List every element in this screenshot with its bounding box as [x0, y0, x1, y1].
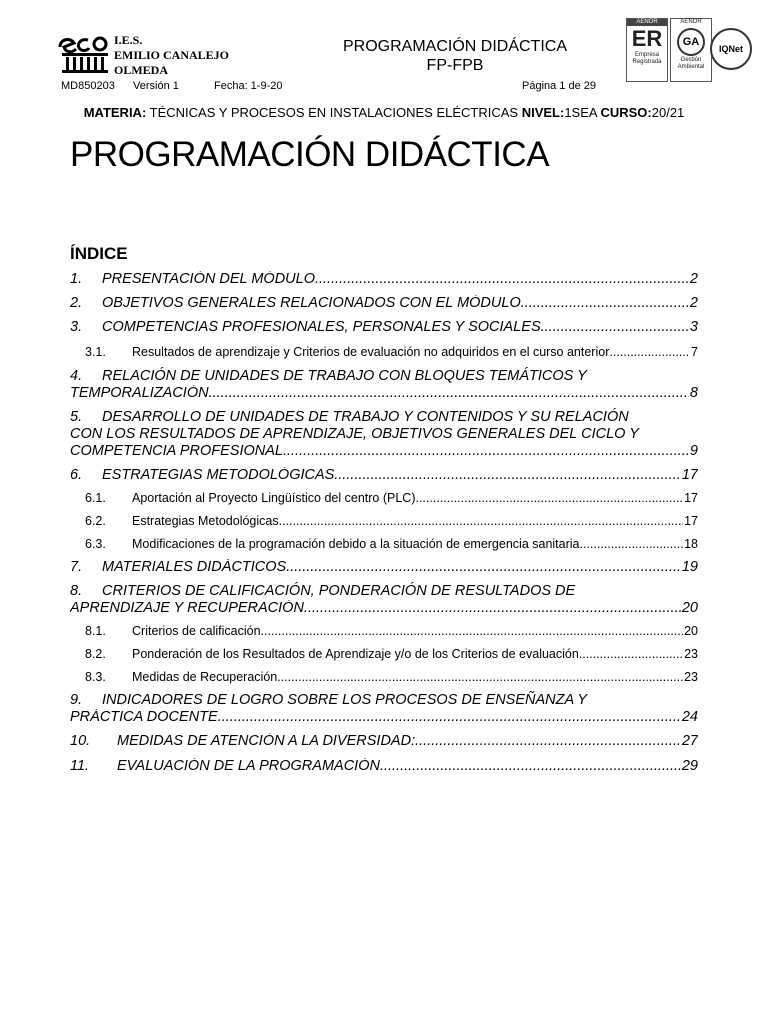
- toc-entry-text: OBJETIVOS GENERALES RELACIONADOS CON EL MÓDULO: [102, 295, 521, 311]
- aenor-er-mark: ER: [631, 26, 663, 51]
- toc-entry-text: Criterios de calificación: [132, 624, 261, 638]
- toc-entry-number: 1.: [70, 271, 83, 287]
- toc-leader-dots: [415, 491, 683, 506]
- toc-entry-page: 17: [681, 467, 698, 483]
- toc-leader-dots: [583, 537, 683, 552]
- header-title-line1: PROGRAMACIÓN DIDÁCTICA: [342, 38, 567, 55]
- toc-entry-page: 20: [681, 600, 698, 616]
- toc-entry-number: 2.: [70, 295, 83, 311]
- toc-entry-text: Modificaciones de la programación debido a la situación de emergencia sanitaria.: [132, 537, 583, 551]
- toc-entry-text: PRÁCTICA DOCENTE.: [70, 709, 222, 725]
- toc-entry-number: 3.: [70, 319, 83, 335]
- toc-entry-text: Medidas de Recuperación: [132, 670, 278, 684]
- toc-entry-page: 17: [684, 514, 698, 528]
- toc-leader-dots: [384, 758, 681, 775]
- toc-entry-text: COMPETENCIAS PROFESIONALES, PERSONALES Y SOCIALES: [102, 319, 541, 335]
- toc-entry-6-3[interactable]: [70, 537, 698, 552]
- toc-entry-page: 23: [684, 647, 698, 661]
- toc-entry-number: 6.: [70, 467, 83, 483]
- curso-label: CURSO:: [600, 105, 652, 120]
- toc-entry-1[interactable]: [70, 271, 698, 288]
- toc-entry-number: 7.: [70, 559, 83, 575]
- toc-leader-dots: [308, 600, 681, 617]
- toc-entry-text: Resultados de aprendizaje y Criterios de evaluación no adquiridos en el curso anterior: [132, 345, 610, 359]
- toc-leader-dots: [277, 670, 683, 685]
- toc-leader-dots: [579, 647, 683, 662]
- toc-leader-dots: [290, 559, 681, 576]
- toc-entry-8[interactable]: [70, 583, 698, 617]
- toc-entry-5[interactable]: [70, 409, 698, 460]
- header-title-line2: FP-FPB: [426, 57, 484, 74]
- toc-entry-10[interactable]: [70, 733, 698, 750]
- subject-line: [50, 105, 718, 120]
- toc-entry-number: 10.: [70, 733, 91, 749]
- toc-entry-number: 8.3.: [85, 670, 106, 684]
- toc-entry-page: 9: [689, 443, 698, 459]
- page-title: PROGRAMACIÓN DIDÁCTICA: [70, 135, 550, 174]
- toc-entry-7[interactable]: [70, 559, 698, 576]
- aenor-ga-line1: Gestión: [680, 57, 702, 63]
- toc-entry-2[interactable]: [70, 295, 698, 312]
- document-code: MD850203: [61, 80, 115, 92]
- aenor-er-top: AENOR: [627, 19, 667, 26]
- toc-leader-dots: [222, 709, 681, 726]
- school-line-2: EMILIO CANALEJO: [114, 48, 230, 62]
- toc-leader-dots: [209, 385, 689, 402]
- toc-entry-text-line1: CRITERIOS DE CALIFICACIÓN, PONDERACIÓN DE RESULTADOS DE: [102, 583, 576, 599]
- toc-entry-page: 18: [684, 537, 698, 551]
- school-logo: [58, 33, 110, 73]
- toc-entry-8-3[interactable]: [70, 670, 698, 685]
- aenor-ga-top: AENOR: [680, 19, 702, 25]
- toc-leader-dots: [279, 514, 683, 529]
- aenor-ga-mark: GA: [677, 28, 705, 56]
- toc-leader-dots: [334, 467, 681, 484]
- toc-entry-page: 23: [684, 670, 698, 684]
- toc-entry-11[interactable]: [70, 758, 698, 775]
- toc-entry-6[interactable]: [70, 467, 698, 484]
- toc-entry-number: 4.: [70, 368, 83, 384]
- toc-entry-text: Estrategias Metodológicas: [132, 514, 279, 528]
- curso-value: 20/21: [651, 105, 685, 120]
- toc-entry-number: 6.2.: [85, 514, 106, 528]
- materia-value: TÉCNICAS Y PROCESOS EN INSTALACIONES ELÉCTRICAS: [146, 105, 522, 120]
- aenor-ga-badge: [670, 18, 712, 82]
- toc-entry-text: COMPETENCIA PROFESIONAL.: [70, 443, 287, 459]
- toc-entry-8-2[interactable]: [70, 647, 698, 662]
- toc-entry-text: Ponderación de los Resultados de Aprendizaje y/o de los Criterios de evaluación: [132, 647, 579, 661]
- aenor-er-badge: [626, 18, 668, 82]
- toc-entry-page: 7: [691, 345, 698, 359]
- aenor-er-line2: Registrada: [632, 59, 662, 65]
- index-heading: ÍNDICE: [70, 244, 128, 263]
- page-counter: Página 1 de 29: [522, 80, 597, 92]
- iqnet-badge: IQNet: [710, 28, 752, 70]
- toc-entry-page: 29: [681, 758, 698, 774]
- toc-entry-text-line1: INDICADORES DE LOGRO SOBRE LOS PROCESOS DE ENSEÑANZA Y: [102, 692, 588, 708]
- toc-leader-dots: [287, 443, 689, 460]
- toc-entry-number: 8.1.: [85, 624, 106, 638]
- toc-entry-text: ESTRATEGIAS METODOLÓGICAS: [102, 467, 335, 483]
- toc-entry-page: 2: [689, 271, 698, 287]
- toc-entry-number: 6.1.: [85, 491, 106, 505]
- toc-entry-text-line1: RELACIÓN DE UNIDADES DE TRABAJO CON BLOQUES TEMÁTICOS Y: [102, 368, 587, 384]
- nivel-label: NIVEL:: [521, 105, 565, 120]
- toc-entry-page: 20: [684, 624, 698, 638]
- document-date: Fecha: 1-9-20: [214, 80, 283, 92]
- school-name: [114, 33, 229, 78]
- toc-leader-dots: [261, 624, 684, 639]
- toc-entry-text-line2: CON LOS RESULTADOS DE APRENDIZAJE, OBJETIVOS GENERALES DEL CICLO Y: [70, 426, 639, 442]
- toc-entry-number: 5.: [70, 409, 83, 425]
- toc-entry-text: APRENDIZAJE Y RECUPERACIÓN.: [70, 600, 308, 616]
- toc-entry-3-1[interactable]: [70, 345, 698, 360]
- toc-leader-dots: [609, 345, 690, 360]
- toc-entry-page: 27: [681, 733, 698, 749]
- document-header-title: [300, 37, 610, 75]
- toc-entry-3[interactable]: [70, 319, 698, 336]
- toc-leader-dots: [521, 295, 689, 312]
- toc-leader-dots: [315, 271, 689, 288]
- toc-entry-number: 8.: [70, 583, 83, 599]
- toc-entry-text: Aportación al Proyecto Lingüístico del centro (PLC): [132, 491, 416, 505]
- aenor-ga-line2: Ambiental: [677, 64, 705, 70]
- school-line-3: OLMEDA: [114, 63, 168, 77]
- toc-entry-text-line1: DESARROLLO DE UNIDADES DE TRABAJO Y CONTENIDOS Y SU RELACIÓN: [102, 409, 629, 425]
- toc-entry-page: 2: [689, 295, 698, 311]
- toc-entry-6-2[interactable]: [70, 514, 698, 529]
- nivel-value: 1SEA: [564, 105, 601, 120]
- school-line-1: I.E.S.: [114, 33, 143, 47]
- toc-entry-page: 19: [681, 559, 698, 575]
- toc-leader-dots: [415, 733, 681, 750]
- toc-entry-9[interactable]: [70, 692, 698, 726]
- toc-entry-8-1[interactable]: [70, 624, 698, 639]
- toc-entry-number: 11.: [70, 758, 90, 774]
- toc-entry-number: 9.: [70, 692, 83, 708]
- toc-leader-dots: [541, 319, 689, 336]
- toc-entry-number: 6.3.: [85, 537, 106, 551]
- materia-label: MATERIA:: [83, 105, 147, 120]
- toc-entry-6-1[interactable]: [70, 491, 698, 506]
- toc-entry-page: 24: [681, 709, 698, 725]
- toc-entry-text: MATERIALES DIDÁCTICOS.: [102, 559, 291, 575]
- aenor-er-line1: Empresa: [634, 52, 659, 58]
- toc-entry-text: MEDIDAS DE ATENCIÓN A LA DIVERSIDAD:: [117, 733, 416, 749]
- toc-entry-page: 17: [684, 491, 698, 505]
- toc-entry-page: 3: [689, 319, 698, 335]
- toc-entry-number: 3.1.: [85, 345, 106, 359]
- toc-entry-text: TEMPORALIZACIÓN: [70, 385, 209, 401]
- toc-entry-number: 8.2.: [85, 647, 106, 661]
- toc-entry-4[interactable]: [70, 368, 698, 402]
- toc-entry-text: EVALUACIÓN DE LA PROGRAMACIÓN.: [117, 758, 384, 774]
- toc-entry-page: 8: [689, 385, 698, 401]
- toc-entry-text: PRESENTACIÓN DEL MÓDULO: [102, 271, 315, 287]
- document-version: Versión 1: [133, 80, 179, 92]
